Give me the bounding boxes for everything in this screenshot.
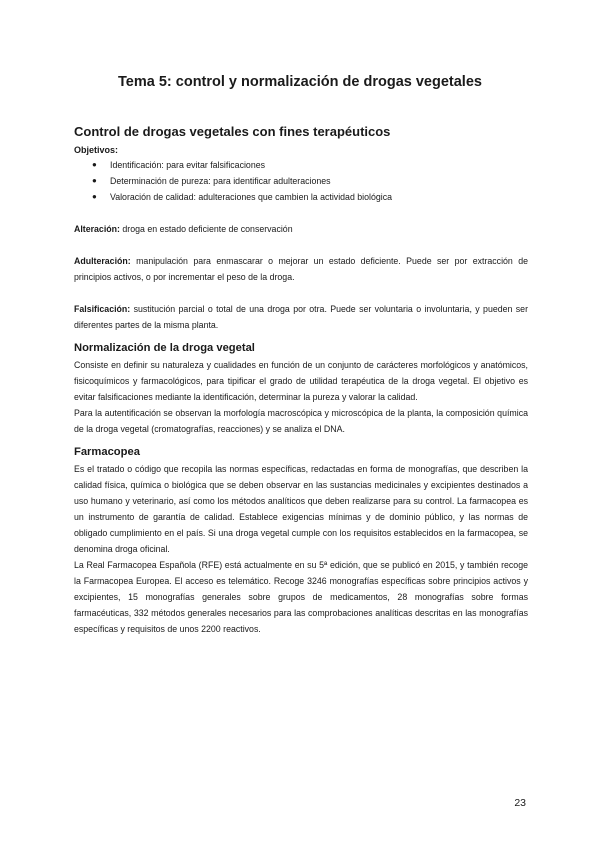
objectives-list xyxy=(74,157,528,205)
section-heading-control: Control de drogas vegetales con fines terapéuticos xyxy=(74,124,391,139)
farmacopea-paragraph-2: La Real Farmacopea Española (RFE) está actualmente en su 5ª edición, que se publicó en 2015, y también recoge la Farmacopea Europea. El acceso es telemático. Recoge 3246 monografías específicas sobre principios activos y excipientes, 15 monografías generales sobre grupos de medicamentos, 28 monografías sobre formas farmacéuticas, 332 métodos generales necesarios para las comprobaciones analíticas descritas en las monografías específicas y requisitos de unos 2200 reactivos. xyxy=(74,560,528,634)
bullet-icon: ● xyxy=(92,160,97,169)
normalizacion-paragraph-2: Para la autentificación se observan la morfología macroscópica y microscópica de la planta, la composición química de la droga vegetal (cromatografías, reacciones) y se analiza el DNA. xyxy=(74,408,528,434)
term-adulteracion: Adulteración: xyxy=(74,256,131,266)
term-falsificacion: Falsificación: xyxy=(74,304,131,314)
farmacopea-paragraph-1: Es el tratado o código que recopila las normas específicas, redactadas en forma de monografías, que describen la calidad física, química o biológica que se deben observar en las sustancias medicinales y excipientes destinados a uso humano y veterinario, así como los métodos analíticos que deben realizarse para su control. La farmacopea es un instrumento de garantía de calidad. Establece exigencias mínimas y de dominio público, y las normas de obligado cumplimiento en el país. Si una droga vegetal cumple con los requisitos establecidos en la farmacopea, se denomina droga oficinal. xyxy=(74,464,528,554)
definition-alteracion: Alteración: droga en estado deficiente de conservación xyxy=(74,224,293,234)
bullet-icon: ● xyxy=(92,176,97,185)
section-heading-normalizacion: Normalización de la droga vegetal xyxy=(74,342,255,354)
list-item: ● Determinación de pureza: para identificar adulteraciones xyxy=(92,173,528,189)
term-alteracion: Alteración: xyxy=(74,224,120,234)
definition-adulteracion: Adulteración: manipulación para enmascarar o mejorar un estado deficiente. Puede ser por extracción de principios activos, o por incrementar el peso de la droga. xyxy=(74,256,528,282)
list-item: ● Identificación: para evitar falsificaciones xyxy=(92,157,528,173)
page-title: Tema 5: control y normalización de drogas vegetales xyxy=(118,74,482,90)
objectives-label: Objetivos: xyxy=(74,145,119,155)
definition-falsificacion: Falsificación: sustitución parcial o total de una droga por otra. Puede ser voluntaria o involuntaria, y pueden ser diferentes partes de la misma planta. xyxy=(74,304,528,330)
page-content xyxy=(74,124,528,637)
bullet-icon: ● xyxy=(92,192,97,201)
list-item: ● Valoración de calidad: adulteraciones que cambien la actividad biológica xyxy=(92,189,528,205)
section-heading-farmacopea: Farmacopea xyxy=(74,446,140,458)
page-number: 23 xyxy=(514,797,526,809)
normalizacion-paragraph-1: Consiste en definir su naturaleza y cualidades en función de un conjunto de carácteres morfológicos y anatómicos, fisicoquímicos y farmacológicos, para tipificar el grado de utilidad terapéutica de la droga vegetal. El objetivo es evitar falsificaciones mediante la identificación, determinar la pureza y valorar la calidad. xyxy=(74,360,528,402)
